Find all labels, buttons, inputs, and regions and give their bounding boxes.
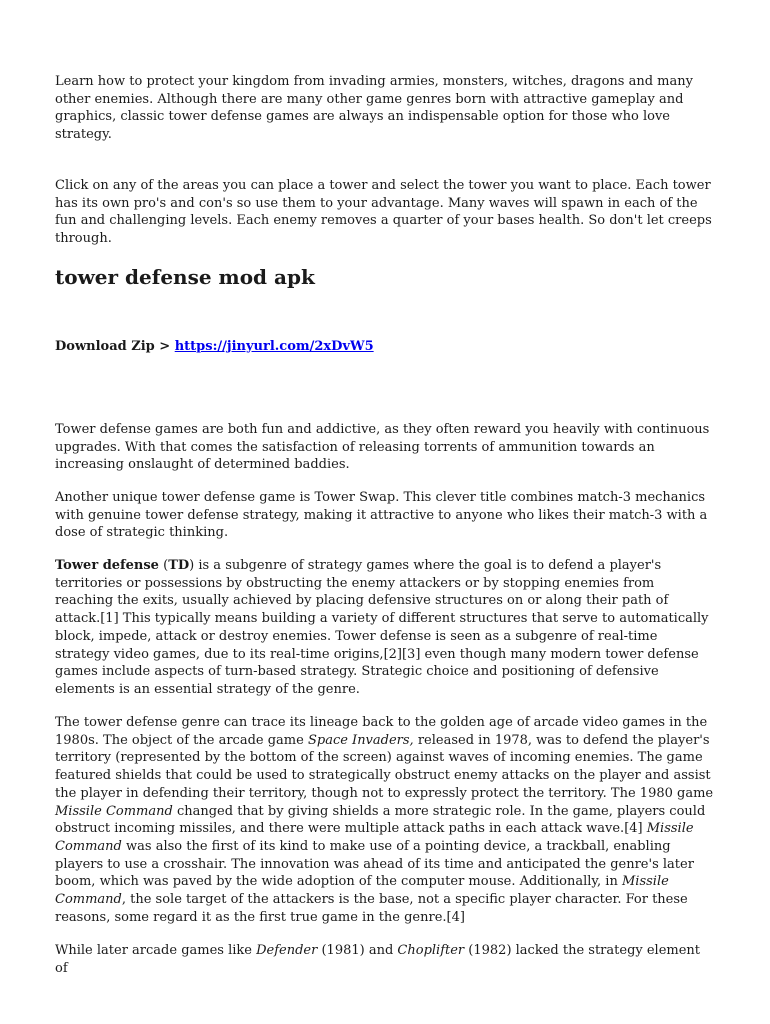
body-paragraph-5: [55, 942, 715, 977]
paragraph-text: (1982) lacked the strategy element of: [55, 943, 701, 976]
term-td: TD: [168, 558, 190, 573]
paragraph-text: ) is a subgenre of strategy games where the goal is to defend a player's territories or possessions by obstructing the enemy attackers or by stopping enemies from reaching the exits, usually achieved by placing defensive structures on or along their path of attack.[1] This typically means building a variety of different structures that serve to automatically block, impede, attack or destroy enemies. Tower defense is seen as a subgenre of real-time strategy video games, due to its real-time origins,[2][3] even though many modern tower defense games include aspects of turn-based strategy. Strategic choice and positioning of defensive elements is an essential strategy of the genre.: [55, 558, 709, 697]
download-link[interactable]: https://jinyurl.com/2xDvW5: [174, 339, 374, 354]
paragraph-text: , the sole target of the attackers is the base, not a specific player character. For these reasons, some regard it as the first true game in the genre.[4]: [55, 892, 688, 925]
body-paragraph-3: [55, 557, 715, 699]
paragraph-text: The tower defense genre can trace its lineage back to the golden age of arcade video games in the 1980s. The object of the arcade game: [55, 715, 708, 748]
body-paragraph-4: [55, 714, 715, 926]
intro-paragraph-1: Learn how to protect your kingdom from invading armies, monsters, witches, dragons and many other enemies. Although there are many other game genres born with attractive gameplay and graphics, classic tower defense games are always an indispensable option for those who love strategy.: [55, 74, 693, 143]
game-title-missile-command: Missile Command: [55, 821, 694, 854]
paragraph-text: While later arcade games like: [55, 943, 257, 958]
game-title-missile-command: Missile Command: [55, 874, 669, 908]
page-title: tower defense mod apk: [55, 265, 315, 289]
paragraph-text: was also the first of its kind to make use of a pointing device, a trackball, enabling players to use a crosshair. The innovation was ahead of its time and anticipated the genre's later boom, which was paved by the wide adoption of the computer mouse. Additionally, in: [55, 838, 694, 890]
paragraph-text: changed that by giving shields a more strategic role. In the game, players could obstruct incoming missiles, and there were multiple attack paths in each attack wave.[4]: [55, 803, 706, 837]
intro-paragraph-2: Click on any of the areas you can place a tower and select the tower you want to place. Each tower has its own pro's and con's so use them to your advantage. Many waves will spawn in each of the fun and challenging levels. Each enemy removes a quarter of your bases health. So don't let creeps through.: [55, 178, 712, 247]
body-paragraph-1: Tower defense games are both fun and addictive, as they often reward you heavily with continuous upgrades. With that comes the satisfaction of releasing torrents of ammunition towards an increasing onslaught of determined baddies.: [55, 422, 710, 473]
game-title-choplifter: Choplifter: [397, 943, 465, 958]
term-tower-defense: Tower defense: [55, 558, 159, 573]
download-line: [55, 338, 715, 356]
download-label: Download Zip >: [55, 339, 175, 354]
paragraph-text: released in 1978, was to defend the player's territory (represented by the bottom of the screen) against waves of incoming enemies. The game featured shields that could be used to strategically obstruct enemy attacks on the player and assist the player in defending their territory, though not to expressly protect the territory. The 1980 game: [55, 732, 714, 801]
paren-open: (: [158, 558, 169, 573]
game-title-defender: Defender: [256, 943, 318, 958]
body-paragraph-2: Another unique tower defense game is Tower Swap. This clever title combines match-3 mechanics with genuine tower defense strategy, making it attractive to anyone who likes their match-3 with a dose of strategic thinking.: [55, 490, 708, 541]
game-title-space-invaders: Space Invaders,: [307, 732, 414, 748]
paragraph-text: (1981) and: [317, 943, 398, 958]
game-title-missile-command: Missile Command: [55, 803, 173, 819]
